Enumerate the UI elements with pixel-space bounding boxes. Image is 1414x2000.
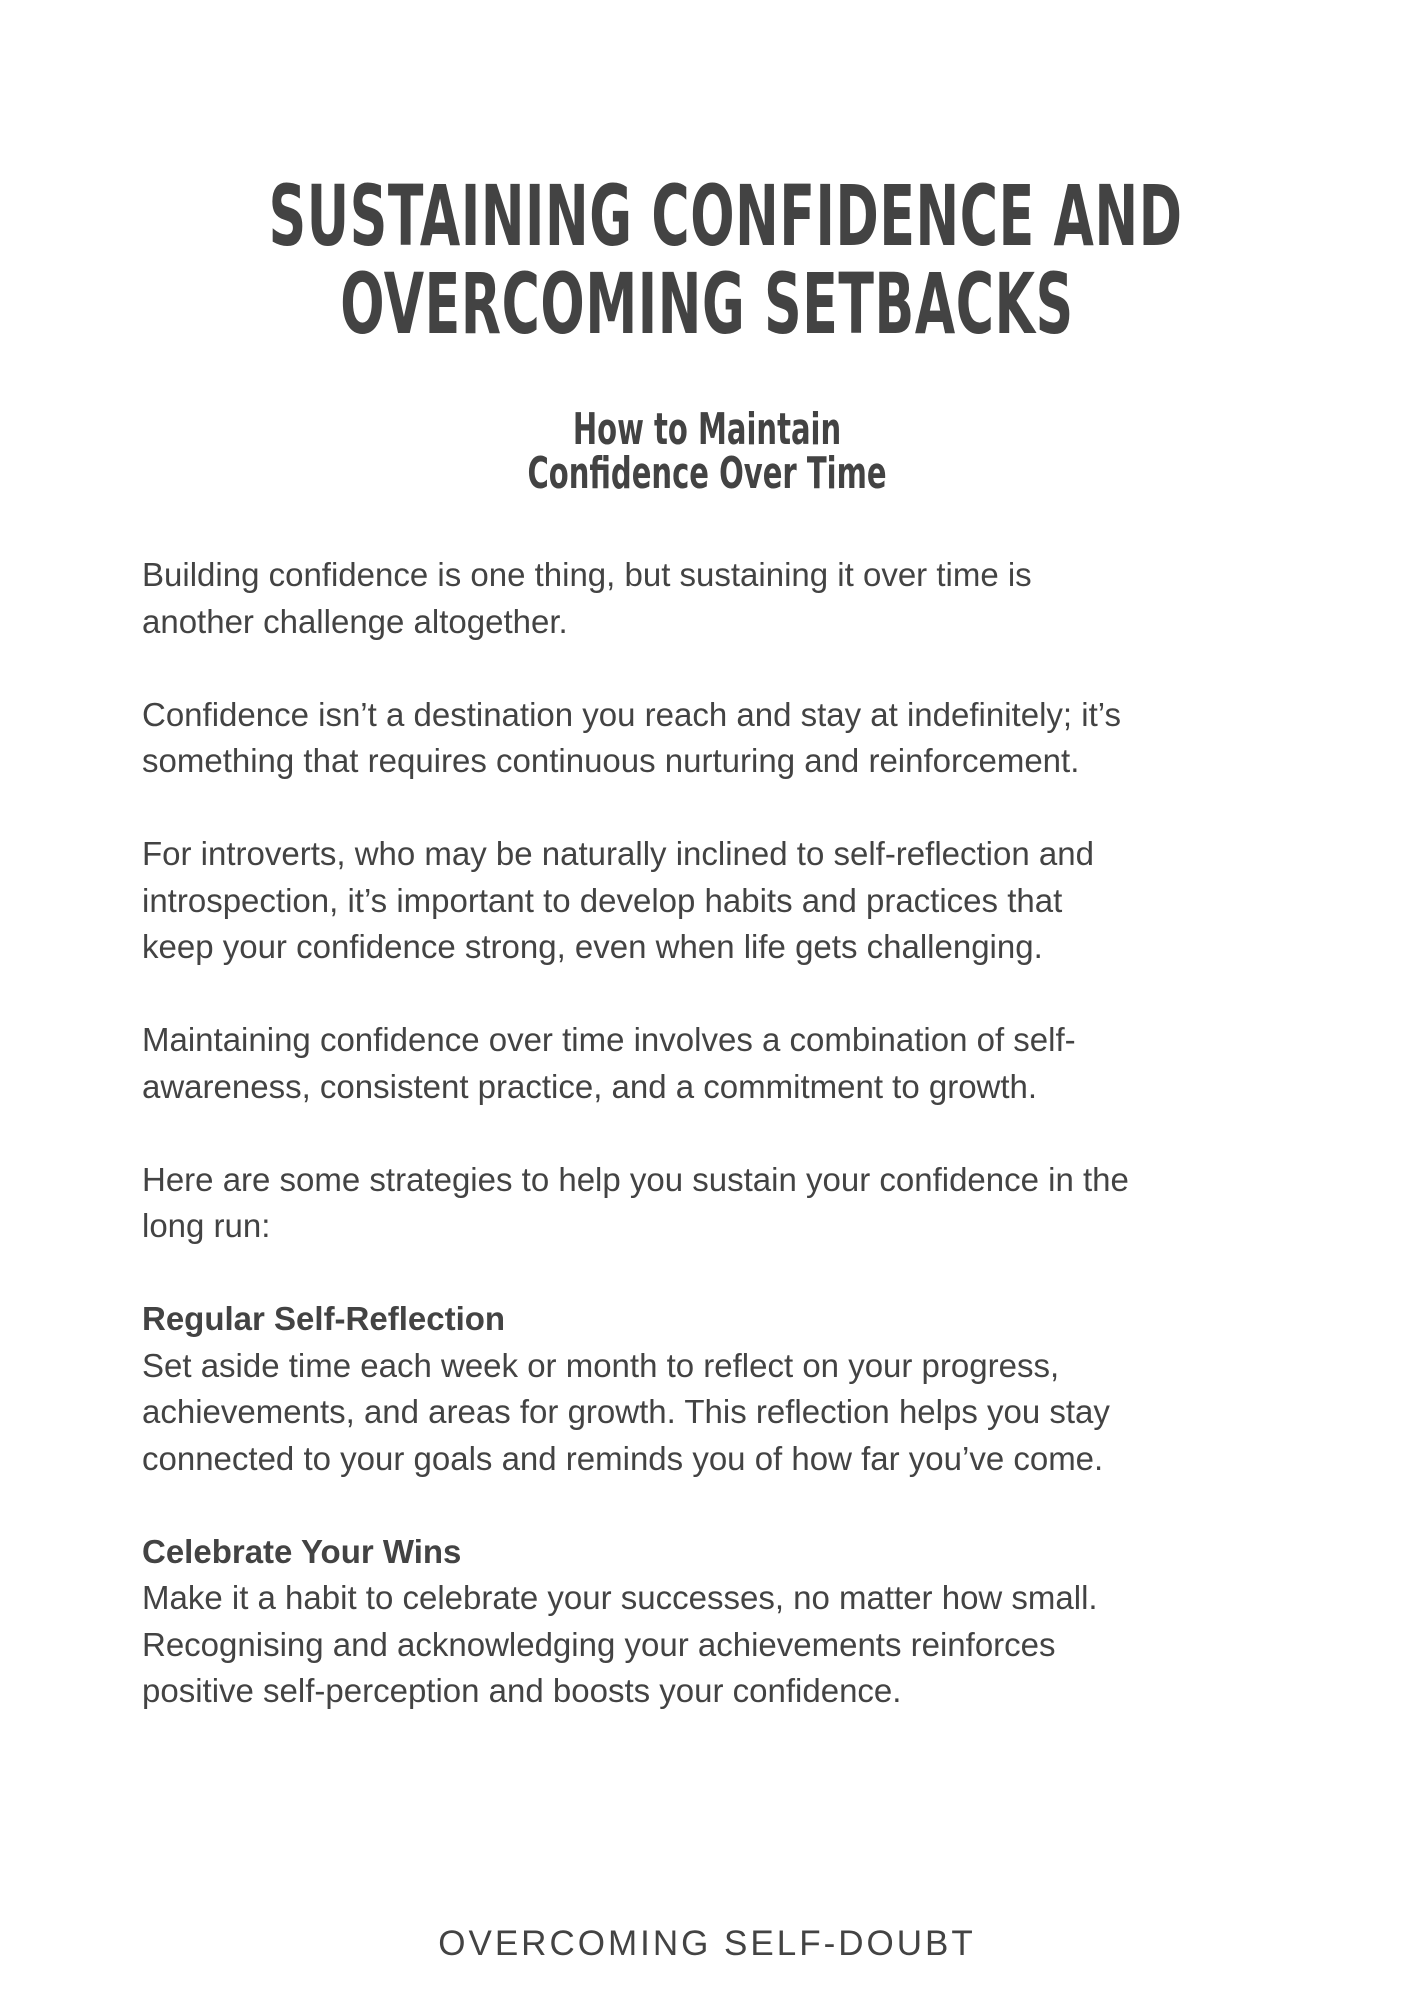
- section-line: Recognising and acknowledging your achievements reinforces: [142, 1625, 1056, 1663]
- paragraph-line: Maintaining confidence over time involves a combination of self-: [142, 1021, 1076, 1058]
- section-heading: Celebrate Your Wins: [142, 1532, 462, 1570]
- section-line: connected to your goals and reminds you of how far you’ve come.: [142, 1439, 1104, 1477]
- section-line: achievements, and areas for growth. This reflection helps you stay: [142, 1393, 1110, 1430]
- page-title-line-2: OVERCOMING SETBACKS: [340, 255, 1074, 353]
- paragraph-destination: [142, 692, 1292, 785]
- paragraph-line: For introverts, who may be naturally inclined to self-reflection and: [142, 835, 1094, 872]
- paragraph-line: Confidence isn’t a destination you reach and stay at indefinitely; it’s: [142, 695, 1121, 733]
- section-self-reflection: [142, 1296, 1292, 1482]
- paragraph-line: awareness, consistent practice, and a commitment to growth.: [142, 1067, 1038, 1105]
- section-heading: Regular Self-Reflection: [142, 1300, 506, 1337]
- page-title: [268, 167, 1183, 353]
- paragraph-line: another challenge altogether.: [142, 602, 568, 640]
- paragraph-strategies: [142, 1157, 1292, 1250]
- section-line: Set aside time each week or month to reflect on your progress,: [142, 1346, 1060, 1384]
- subtitle-line-2: Confidence Over Time: [527, 448, 887, 499]
- section-subtitle: [240, 404, 1173, 499]
- subtitle-line-1: How to Maintain: [572, 404, 842, 455]
- paragraph-line: something that requires continuous nurturing and reinforcement.: [142, 742, 1080, 779]
- section-line: positive self-perception and boosts your confidence.: [142, 1672, 902, 1709]
- section-line: Make it a habit to celebrate your successes, no matter how small.: [142, 1579, 1098, 1616]
- page-footer: OVERCOMING SELF-DOUBT: [438, 1924, 976, 1963]
- paragraph-intro: [142, 552, 1292, 645]
- page-title-line-1: SUSTAINING CONFIDENCE AND: [268, 167, 1183, 265]
- paragraph-line: keep your confidence strong, even when life gets challenging.: [142, 928, 1043, 965]
- body-content: [142, 552, 1292, 1761]
- paragraph-line: introspection, it’s important to develop habits and practices that: [142, 881, 1063, 919]
- paragraph-introverts: [142, 831, 1292, 971]
- paragraph-line: Here are some strategies to help you sustain your confidence in the: [142, 1160, 1129, 1198]
- section-celebrate-wins: [142, 1529, 1292, 1715]
- paragraph-line: long run:: [142, 1207, 271, 1244]
- paragraph-line: Building confidence is one thing, but sustaining it over time is: [142, 556, 1032, 593]
- paragraph-maintaining: [142, 1017, 1292, 1110]
